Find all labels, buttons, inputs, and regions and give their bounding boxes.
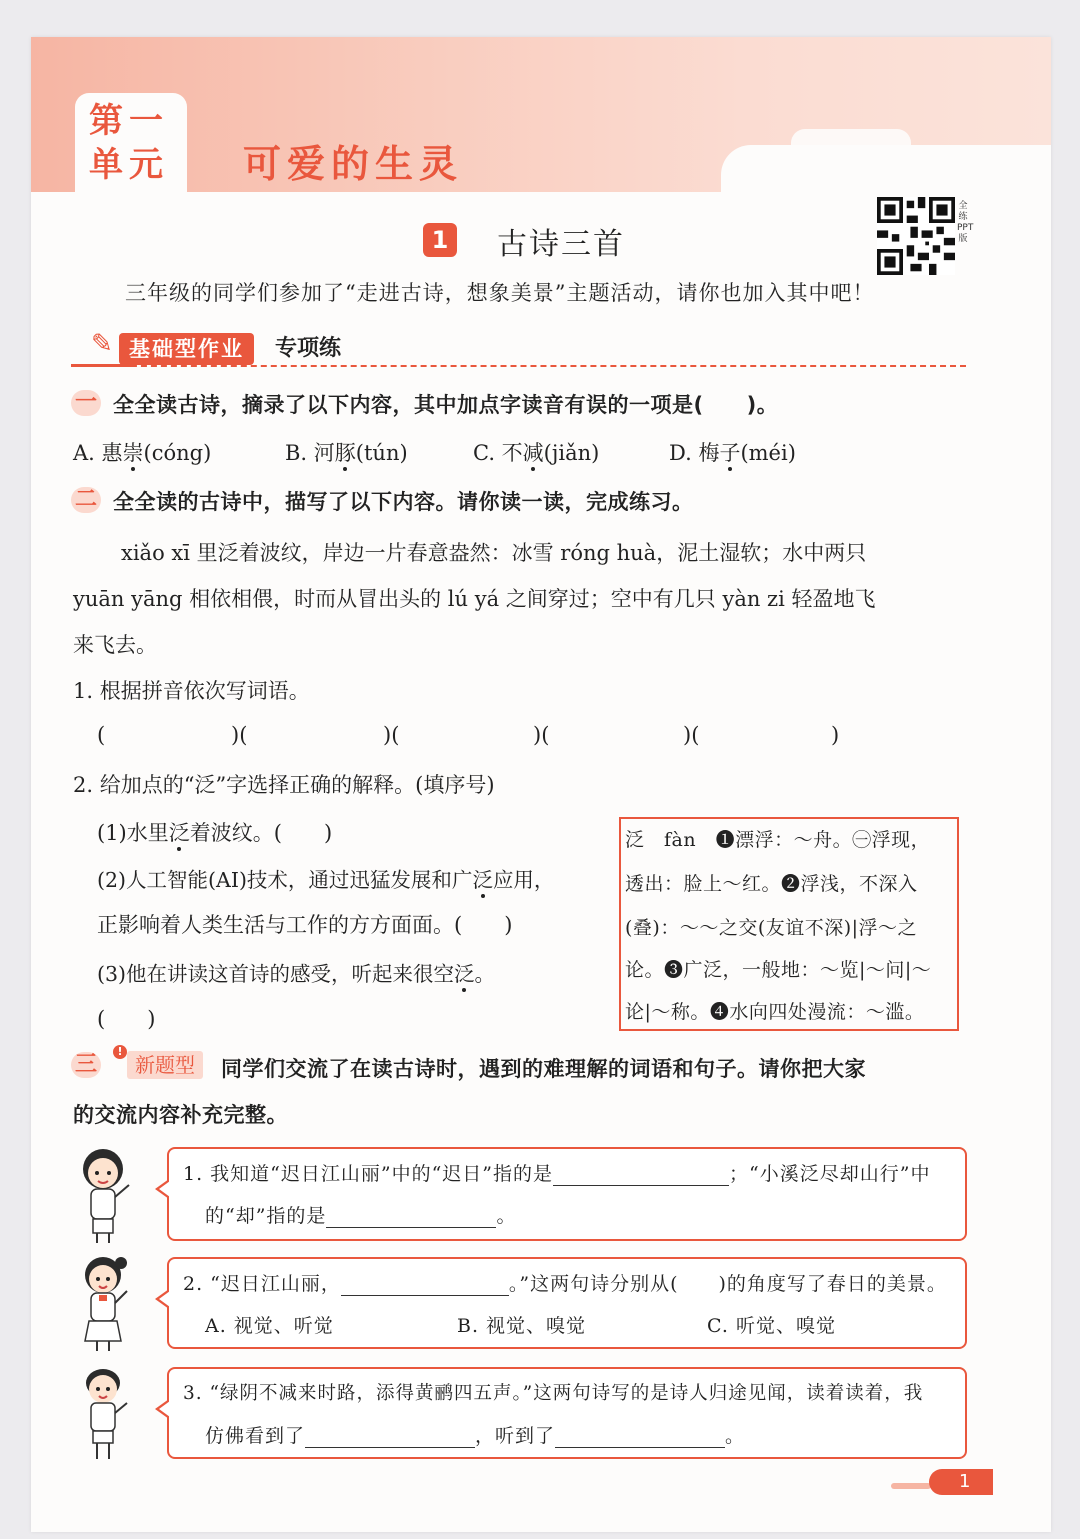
section-text: 专项练 xyxy=(275,336,342,361)
passage-line: 来飞去。 xyxy=(73,633,157,657)
speech-bubble xyxy=(167,1367,967,1459)
girl-avatar-icon xyxy=(67,1145,147,1245)
sub-question: 1. 根据拼音依次写词语。 xyxy=(73,679,310,703)
bubble-tail xyxy=(159,1291,170,1307)
answer-blank[interactable]: ) xyxy=(831,723,840,747)
question-stem: 全全读古诗，摘录了以下内容，其中加点字读音有误的一项是( )。 xyxy=(113,393,779,417)
bubble-tail xyxy=(159,1401,170,1417)
passage-line: xiǎo xī 里泛着波纹，岸边一片春意盎然：冰雪 róng huà，泥土湿软；水中两只 xyxy=(121,541,867,565)
answer-option[interactable]: D. 梅子(méi) xyxy=(669,441,796,465)
answer-option[interactable]: A. 视觉、听觉 xyxy=(205,1315,334,1337)
answer-option[interactable]: B. 河豚(tún) xyxy=(285,441,408,465)
bubble-text: 的“却”指的是 。 xyxy=(205,1205,517,1227)
answer-option[interactable]: B. 视觉、嗅觉 xyxy=(457,1315,587,1337)
question-stem: 同学们交流了在读古诗时，遇到的难理解的词语和句子。请你把大家 xyxy=(221,1057,866,1081)
question-number: 二 xyxy=(71,487,101,513)
dictionary-entry-box xyxy=(619,817,959,1031)
sub-item-continuation: ( ) xyxy=(97,1007,156,1031)
speech-bubble xyxy=(167,1147,967,1241)
bubble-text: 3. “绿阴不减来时路，添得黄鹂四五声。”这两句诗写的是诗人归途见闻，读着读着，我 xyxy=(183,1383,924,1404)
unit-title: 可爱的生灵 xyxy=(243,142,464,186)
dictionary-line: 泛 fàn ❶漂浮：～舟。㊀浮现， xyxy=(625,829,931,851)
answer-option[interactable]: C. 不减(jiǎn) xyxy=(473,441,600,465)
section-tag: 基础型作业 xyxy=(119,333,254,365)
answer-blank[interactable]: )( xyxy=(231,723,248,747)
page-number: 1 xyxy=(959,1471,971,1492)
answer-option[interactable]: C. 听觉、嗅觉 xyxy=(707,1315,836,1337)
sub-item[interactable]: (2)人工智能(AI)技术，通过迅猛发展和广泛应用， xyxy=(97,868,555,892)
question-stem: 全全读的古诗中，描写了以下内容。请你读一读，完成练习。 xyxy=(113,490,694,514)
dictionary-line: (叠)：～～之交(友谊不深)|浮～之 xyxy=(625,917,918,939)
dictionary-line: 透出：脸上～红。❷浮浅，不深入 xyxy=(625,873,918,895)
fill-blank[interactable] xyxy=(553,1165,729,1186)
sub-item-continuation: 正影响着人类生活与工作的方方面面。( ) xyxy=(97,913,513,937)
section-divider xyxy=(71,365,966,367)
unit-label: 第一 单元 xyxy=(89,101,169,185)
fill-blank[interactable] xyxy=(305,1427,475,1448)
sub-question: 2. 给加点的“泛”字选择正确的解释。(填序号) xyxy=(73,773,495,797)
section-header xyxy=(71,329,971,369)
fill-blank[interactable] xyxy=(341,1275,509,1296)
page-number-decoration xyxy=(891,1483,931,1489)
dictionary-line: 论。❸广泛，一般地：～览|～问|～ xyxy=(625,959,932,981)
sub-item[interactable]: (1)水里泛着波纹。( ) xyxy=(97,821,333,845)
sub-item[interactable]: (3)他在讲读这首诗的感受，听起来很空泛。 xyxy=(97,962,496,986)
passage-line: yuān yāng 相依相偎，时而从冒出头的 lú yá 之间穿过；空中有几只 yàn zi 轻盈地飞 xyxy=(73,587,876,611)
bubble-text: 2. “迟日江山丽， 。”这两句诗分别从( )的角度写了春日的美景。 xyxy=(183,1273,947,1295)
new-question-tag: 新题型 xyxy=(127,1051,203,1079)
alert-icon: ! xyxy=(113,1045,127,1059)
speech-bubble xyxy=(167,1257,967,1349)
qr-side-label: 全练PPT版 xyxy=(957,201,974,244)
bubble-tail xyxy=(159,1181,170,1197)
dictionary-line: 论|～称。❹水向四处漫流：～滥。 xyxy=(625,1001,925,1023)
fill-blank[interactable] xyxy=(326,1207,496,1228)
answer-option[interactable]: A. 惠崇(cóng) xyxy=(73,441,212,465)
answer-blank[interactable]: )( xyxy=(683,723,700,747)
lesson-number-badge: 1 xyxy=(423,223,457,257)
bubble-text: 1. 我知道“迟日江山丽”中的“迟日”指的是 ；“小溪泛尽却山行”中 xyxy=(183,1163,931,1185)
boy-avatar-icon xyxy=(67,1363,147,1463)
qr-code-icon[interactable] xyxy=(877,197,955,275)
fill-blank[interactable] xyxy=(555,1427,725,1448)
bubble-text: 仿佛看到了 ，听到了 。 xyxy=(205,1425,746,1447)
workbook-page xyxy=(31,37,1051,1532)
intro-text: 三年级的同学们参加了“走进古诗，想象美景”主题活动，请你也加入其中吧！ xyxy=(125,281,875,305)
section-divider-accent xyxy=(71,364,131,367)
question-stem: 的交流内容补充完整。 xyxy=(73,1103,288,1127)
question-number: 三 xyxy=(71,1052,101,1078)
question-number: 一 xyxy=(71,390,101,416)
answer-blank[interactable]: ( xyxy=(97,723,106,747)
answer-blank[interactable]: )( xyxy=(533,723,550,747)
banner-wave-decoration xyxy=(721,145,1051,195)
answer-blank[interactable]: )( xyxy=(383,723,400,747)
pencil-icon: ✎ xyxy=(91,329,113,359)
lesson-title: 古诗三首 xyxy=(497,227,625,262)
girl-avatar-icon xyxy=(67,1253,147,1353)
